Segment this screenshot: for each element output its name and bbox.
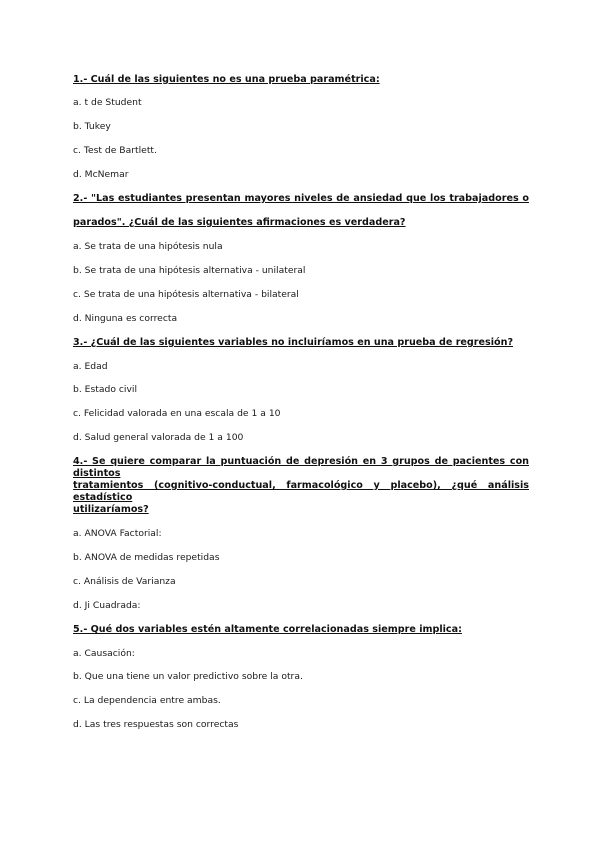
question-2-option-d: d. Ninguna es correcta (73, 313, 178, 324)
question-1-option-b: b. Tukey (73, 121, 111, 132)
question-5-title: 5.- Qué dos variables estén altamente correlacionadas siempre implica: (73, 624, 462, 635)
question-1-title: 1.- Cuál de las siguientes no es una prueba paramétrica: (73, 74, 380, 85)
question-2-title-line-2: parados". ¿Cuál de las siguientes afirmaciones es verdadera? (73, 217, 406, 228)
question-3-option-c: c. Felicidad valorada en una escala de 1 a 10 (73, 408, 281, 419)
question-2-option-c: c. Se trata de una hipótesis alternativa - bilateral (73, 289, 299, 300)
question-3-option-b: b. Estado civil (73, 384, 138, 395)
question-4-title-line-2: tratamientos (cognitivo-conductual, farmacológico y placebo), ¿qué análisis estadístico (73, 480, 529, 503)
question-4-option-d: d. Ji Cuadrada: (73, 600, 141, 611)
question-3-title: 3.- ¿Cuál de las siguientes variables no incluiríamos en una prueba de regresión? (73, 337, 514, 348)
question-4-title-line-1: 4.- Se quiere comparar la puntuación de depresión en 3 grupos de pacientes con distintos (73, 456, 529, 479)
question-4-title-line-3: utilizaríamos? (73, 504, 149, 515)
question-5-option-a: a. Causación: (73, 648, 135, 659)
question-1-option-c: c. Test de Bartlett. (73, 145, 157, 156)
question-1-option-a: a. t de Student (73, 97, 142, 108)
question-5-option-c: c. La dependencia entre ambas. (73, 695, 221, 706)
question-1-option-d: d. McNemar (73, 169, 129, 180)
question-2-title-line-1: 2.- "Las estudiantes presentan mayores niveles de ansiedad que los trabajadores o (73, 193, 529, 204)
question-4-option-b: b. ANOVA de medidas repetidas (73, 552, 220, 563)
question-3-option-d: d. Salud general valorada de 1 a 100 (73, 432, 244, 443)
question-4-option-a: a. ANOVA Factorial: (73, 528, 162, 539)
question-5-option-d: d. Las tres respuestas son correctas (73, 719, 239, 730)
question-3-option-a: a. Edad (73, 361, 108, 372)
question-2-option-a: a. Se trata de una hipótesis nula (73, 241, 223, 252)
question-5-option-b: b. Que una tiene un valor predictivo sobre la otra. (73, 671, 303, 682)
question-2-option-b: b. Se trata de una hipótesis alternativa - unilateral (73, 265, 306, 276)
question-4-option-c: c. Análisis de Varianza (73, 576, 176, 587)
